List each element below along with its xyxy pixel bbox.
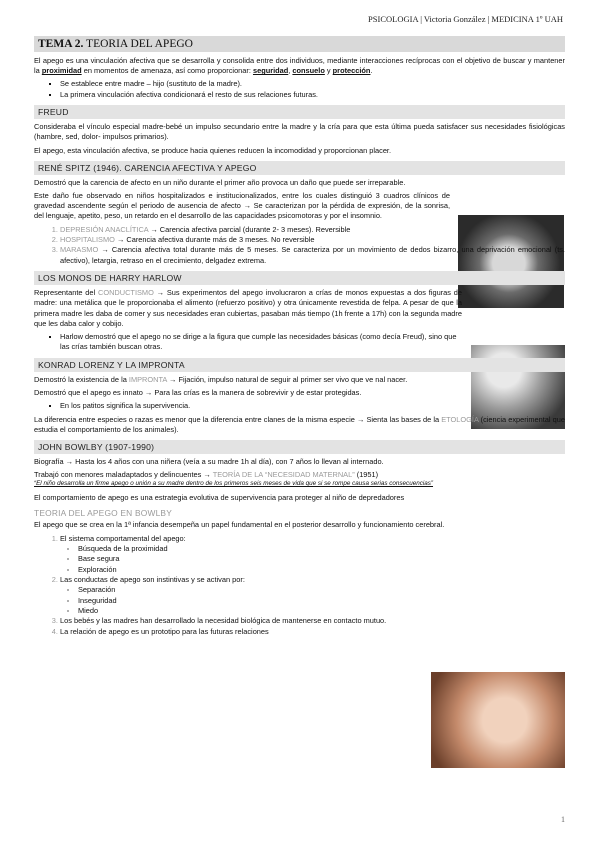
bowlby-paragraph-2: Trabajó con menores maladaptados y delincuentes → TEORÍA DE LA “NECESIDAD MATERNAL” (1951) — [34, 470, 379, 480]
subheading-bowlby-theory: TEORIA DEL APEGO EN BOWLBY — [34, 508, 172, 519]
lorenz-paragraph-1: Demostró la existencia de la IMPRONTA → Fijación, impulso natural de seguir al primer ser vivo que ve nal nacer. — [34, 374, 408, 384]
running-header: PSICOLOGIA | Victoria González | MEDICINA 1º UAH — [368, 14, 563, 24]
lorenz-paragraph-3: La diferencia entre especies o razas es menor que la diferencia entre clanes de la misma especie → Sienta las bases de la ETOLOGÍA (ciencia experimental que estudia el comportamiento de los animales). — [34, 414, 565, 434]
page-title — [34, 36, 565, 52]
list-item: ▪ Se establece entre madre – hijo (sustituto de la madre). — [60, 79, 565, 89]
list-item: • Miedo — [78, 606, 565, 616]
list-item: • Búsqueda de la proximidad — [78, 544, 565, 554]
list-item: 2. Las conductas de apego son instintivas y se activan por: • Separación • Inseguridad • Miedo — [60, 575, 565, 616]
intro-paragraph: El apego es una vinculación afectiva que se desarrolla y consolida entre dos individuos, mediante interacciones recíprocas con el objetivo de buscar y mantener la proximidad en momentos de amenaza, así como proporcionar: seguridad, consuelo y protección. — [34, 56, 565, 76]
document-body — [34, 36, 565, 640]
list-item: 1. DEPRESIÓN ANACLÍTICA → Carencia afectiva parcial (durante 2- 3 meses). Reversible — [60, 225, 565, 235]
harlow-paragraph: Representante del CONDUCTISMO → Sus experimentos del apego involucraron a crías de monos expuestas a dos figuras de madre: una metálica que le proporcionaba el alimento (refuerzo positivo) y otra únicamente revestida de felpa. A pesar de que la primera madre les daba de comer y sus necesidades eran cubiertas, pasaban más tiempo (1h frente a 17h) con la segunda madre que les daba calor y cobijo. — [34, 288, 462, 328]
lorenz-paragraph-2: Demostró que el apego es innato → Para las crías es la manera de sobrevivir y de estar protegidas. — [34, 387, 362, 397]
bowlby-list — [34, 534, 565, 638]
freud-paragraph-1: Consideraba el vínculo especial madre-bebé un impulso secundario entre la madre y la cría para que esta última pueda satisfacer sus necesidades fisiológicas (hambre, sed, dolor- impulsos primarios). — [34, 122, 565, 142]
intro-bullets — [34, 79, 565, 100]
page-number: 1 — [561, 815, 565, 824]
list-item: 2. HOSPITALISMO → Carencia afectiva durante más de 3 meses. No reversible — [60, 235, 565, 245]
mother-baby-photo — [431, 672, 565, 768]
spitz-paragraph-2: Este daño fue observado en niños hospitalizados e institucionalizados, entre los cuales distinguió 3 cuadros clínicos de gravedad ascendente según el periodo de ausencia de afecto → Se caracterizan por la pérdida de expresión, de la sonrisa, del lenguaje, apetito, peso, un retardo en el desarrollo de las capacidades psicomotoras y por el insomnio. — [34, 191, 450, 221]
section-heading-harlow: LOS MONOS DE HARRY HARLOW — [34, 271, 565, 285]
list-item: ▪ La primera vinculación afectiva condicionará el resto de sus relaciones futuras. — [60, 90, 565, 100]
list-item: 3. MARASMO → Carencia afectiva total durante más de 5 meses. Se caracteriza por un movimiento de dedos bizarro, una deprivación emocional (ts. afectivo), letargia, retraso en el crecimiento, delgadez extrema. — [60, 245, 565, 266]
list-item: 3. Los bebés y las madres han desarrollado la necesidad biológica de mantenerse en contacto mutuo. — [60, 616, 565, 626]
title-number: TEMA 2. — [38, 38, 84, 50]
title-text: TEORIA DEL APEGO — [86, 38, 193, 50]
list-item: ▪ En los patitos significa la supervivencia. — [60, 401, 565, 411]
spitz-list — [34, 225, 565, 266]
section-heading-freud: FREUD — [34, 105, 565, 119]
sub-list — [60, 544, 565, 575]
section-heading-lorenz: KONRAD LORENZ Y LA IMPRONTA — [34, 358, 565, 372]
sub-list — [60, 585, 565, 616]
bowlby-paragraph-3: El comportamiento de apego es una estrategia evolutiva de supervivencia para proteger al niño de depredadores — [34, 493, 405, 503]
spitz-paragraph-1: Demostró que la carencia de afecto en un niño durante el primer año provoca un daño que puede ser irreparable. — [34, 177, 406, 187]
bowlby-quote: “El niño desarrolla un firme apego o unión a su madre dentro de los primeros seis meses de vida que si se rompe causa serias consecuencias” — [34, 480, 434, 488]
list-item: 4. La relación de apego es un prototipo para las futuras relaciones — [60, 627, 565, 637]
list-item: 1. El sistema comportamental del apego: • Búsqueda de la proximidad • Base segura • Exploración — [60, 534, 565, 575]
bowlby-paragraph-4: El apego que se crea en la 1ª infancia desempeña un papel fundamental en el posterior desarrollo y funcionamiento cerebral. — [34, 520, 445, 530]
lorenz-bullets — [34, 401, 565, 411]
bowlby-paragraph-1: Biografía → Hasta los 4 años con una niñera (veía a su madre 1h al día), con 7 años lo llevan al internado. — [34, 456, 384, 466]
list-item: • Exploración — [78, 565, 565, 575]
list-item: • Inseguridad — [78, 596, 565, 606]
list-item: • Separación — [78, 585, 565, 595]
harlow-bullets — [34, 332, 462, 353]
section-heading-bowlby: JOHN BOWLBY (1907-1990) — [34, 440, 565, 454]
list-item: ▪ Harlow demostró que el apego no se dirige a la figura que cumple las necesidades básicas (como decía Freud), sino que las crías también buscan otras. — [60, 332, 462, 353]
list-item: • Base segura — [78, 554, 565, 564]
section-heading-spitz: RENÉ SPITZ (1946). CARENCIA AFECTIVA Y APEGO — [34, 161, 565, 175]
freud-paragraph-2: El apego, esta vinculación afectiva, se produce hacia quienes reducen la incomodidad y proporcionan placer. — [34, 145, 392, 155]
